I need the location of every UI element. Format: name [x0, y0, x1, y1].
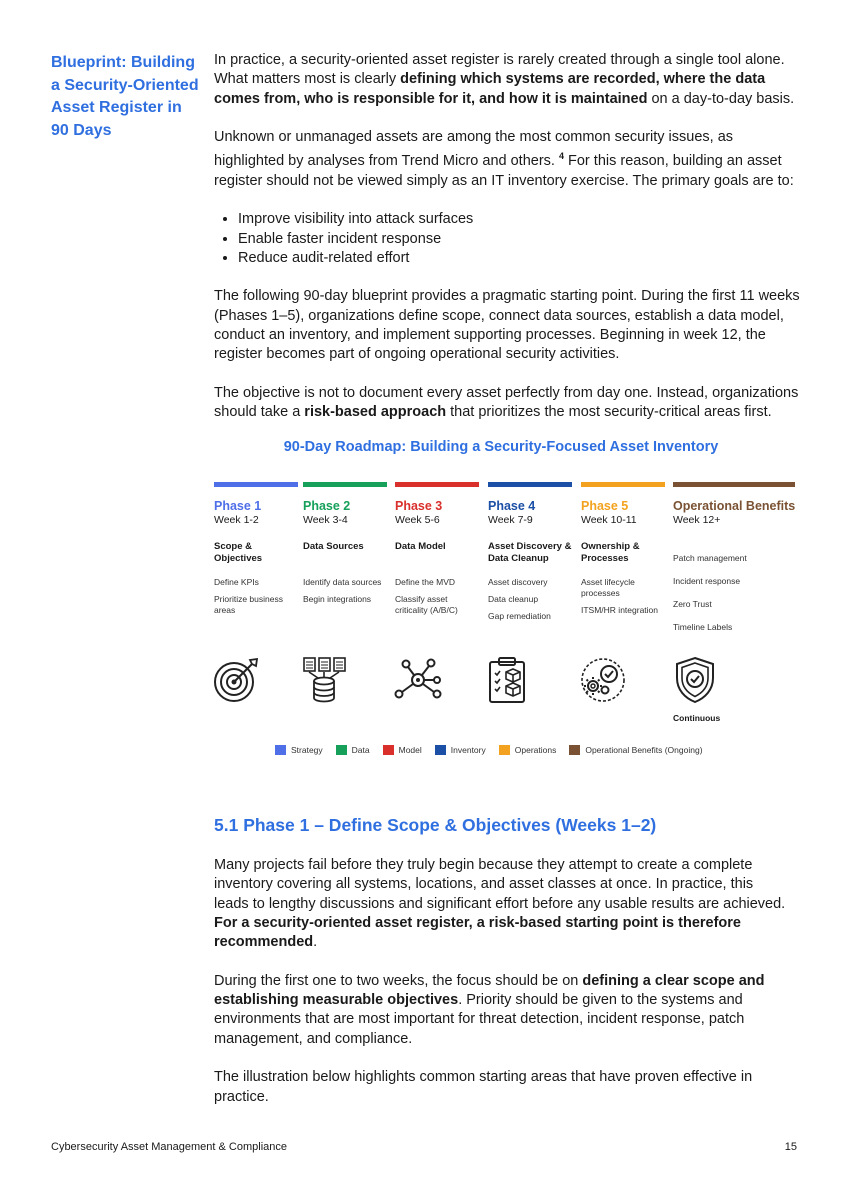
- goals-list: [214, 210, 804, 268]
- phase-item: Asset lifecycle processes: [581, 577, 635, 598]
- phase-item: ITSM/HR integration: [581, 605, 658, 615]
- phase-title: Data Sources: [303, 541, 364, 552]
- target-icon: [212, 656, 260, 704]
- phase-name: Operational Benefits: [673, 499, 796, 513]
- intro-text: [214, 51, 804, 442]
- legend-item: Operational Benefits (Ongoing): [569, 745, 702, 755]
- sidebar-title: Blueprint: Building a Security-Oriented Asset Register in 90 Days: [51, 54, 199, 139]
- phase-weeks: Week 7-9: [488, 514, 533, 526]
- phase-title: Asset Discovery & Data Cleanup: [488, 541, 572, 564]
- phase-color-bar: [395, 482, 479, 487]
- database-icon: [302, 656, 350, 704]
- roadmap-legend: [275, 745, 716, 755]
- phase-color-bar: [303, 482, 387, 487]
- clipboard-icon: [486, 656, 534, 704]
- legend-item: Model: [383, 745, 422, 755]
- section-heading: 5.1 Phase 1 – Define Scope & Objectives (Weeks 1–2): [214, 815, 657, 835]
- phase-weeks: Week 1-2: [214, 514, 259, 526]
- intro-paragraph-4: The objective is not to document every asset perfectly from day one. Instead, organizations should take a risk-based approach that prioritizes the most security-critical areas first.: [214, 384, 799, 421]
- phase-name: Phase 2: [303, 499, 351, 513]
- legend-swatch: [435, 745, 446, 755]
- list-item: • Reduce audit-related effort: [238, 249, 804, 268]
- phase-name: Phase 5: [581, 499, 629, 513]
- section-paragraph-3: The illustration below highlights common starting areas that have proven effective in practice.: [214, 1069, 753, 1105]
- legend-swatch: [336, 745, 347, 755]
- phase-name: Phase 1: [214, 499, 262, 513]
- phase-item: Asset discovery: [488, 577, 548, 587]
- list-item: • Enable faster incident response: [238, 230, 804, 249]
- legend-item: Operations: [499, 745, 557, 755]
- phase-title: Ownership & Processes: [581, 541, 640, 564]
- footnote-ref[interactable]: 4: [558, 151, 564, 162]
- list-item: • Improve visibility into attack surfaces: [238, 210, 804, 229]
- section-text: [214, 856, 788, 1126]
- phase-3-column: [395, 482, 479, 616]
- network-icon: [394, 656, 442, 704]
- phase-2-column: [303, 482, 387, 605]
- phase-weeks: Week 3-4: [303, 514, 348, 526]
- legend-item: Strategy: [275, 745, 323, 755]
- phase-1-column: [214, 482, 298, 616]
- phase-name: Phase 4: [488, 499, 536, 513]
- intro-paragraph-2: Unknown or unmanaged assets are among the most common security issues, as highlighted by analyses from Trend Micro and others. $^4$ For this reason, building an asset register should not be viewed simply as an IT inventory exercise. The primary goals are to:: [214, 129, 794, 189]
- phase-4-column: [488, 482, 572, 622]
- operational-benefits-column: [673, 482, 805, 633]
- footer-title: Cybersecurity Asset Management & Compliance: [51, 1141, 287, 1153]
- phase-weeks: Week 12+: [673, 514, 721, 526]
- benefit-item: Patch management: [673, 553, 747, 563]
- legend-swatch: [499, 745, 510, 755]
- phase-title: Scope & Objectives: [214, 541, 263, 564]
- section-paragraph-2: During the first one to two weeks, the focus should be on defining a clear scope and establishing measurable objectives. Priority should be given to the systems and environments that are most important for threat detection, incident response, patch management, and compliance.: [214, 972, 765, 1047]
- shield-check-icon: [671, 656, 719, 704]
- intro-paragraph-1: In practice, a security-oriented asset register is rarely created through a single tool alone. What matters most is clearly defining which systems are recorded, where the data comes from, who is responsible for it, and how it is maintained on a day-to-day basis.: [214, 52, 795, 107]
- phase-name: Phase 3: [395, 499, 443, 513]
- phase-weeks: Week 10-11: [581, 514, 637, 526]
- phase-item: Prioritize business areas: [214, 594, 283, 615]
- intro-paragraph-3: The following 90-day blueprint provides a pragmatic starting point. During the first 11 weeks (Phases 1–5), organizations define scope, connect data sources, establish a data model, conduct an inventory, and implement supporting processes. Beginning in week 12, the register becomes part of ongoing operational security activities.: [214, 288, 800, 363]
- phase-color-bar: [581, 482, 665, 487]
- legend-swatch: [275, 745, 286, 755]
- phase-item: Identify data sources: [303, 577, 382, 587]
- benefit-item: Zero Trust: [673, 599, 712, 609]
- continuous-label: Continuous: [673, 713, 721, 723]
- benefit-item: Timeline Labels: [673, 622, 733, 632]
- legend-item: Data: [336, 745, 370, 755]
- phase-item: Data cleanup: [488, 594, 539, 604]
- section-paragraph-1: Many projects fail before they truly begin because they attempt to create a complete inventory covering all systems, locations, and asset classes at once. In practice, this leads to lengthy discussions and significant effort before any usable results are achieved. For a security-oriented asset register, a risk-based starting point is therefore recommended.: [214, 857, 786, 951]
- page-number: 15: [784, 1141, 797, 1153]
- roadmap-title: 90-Day Roadmap: Building a Security-Focused Asset Inventory: [283, 439, 719, 455]
- phase-title: Data Model: [395, 541, 446, 552]
- benefit-item: Incident response: [673, 576, 741, 586]
- legend-item: Inventory: [435, 745, 486, 755]
- phase-weeks: Week 5-6: [395, 514, 440, 526]
- legend-swatch: [569, 745, 580, 755]
- phase-5-column: [581, 482, 665, 616]
- phase-item: Define KPIs: [214, 577, 259, 587]
- gears-icon: [579, 656, 627, 704]
- phase-color-bar: [488, 482, 572, 487]
- phase-color-bar: [214, 482, 298, 487]
- phase-item: Begin integrations: [303, 594, 372, 604]
- phase-item: Classify asset criticality (A/B/C): [395, 594, 458, 615]
- phase-item: Define the MVD: [395, 577, 455, 587]
- legend-swatch: [383, 745, 394, 755]
- phase-item: Gap remediation: [488, 611, 551, 621]
- phase-color-bar: [673, 482, 795, 487]
